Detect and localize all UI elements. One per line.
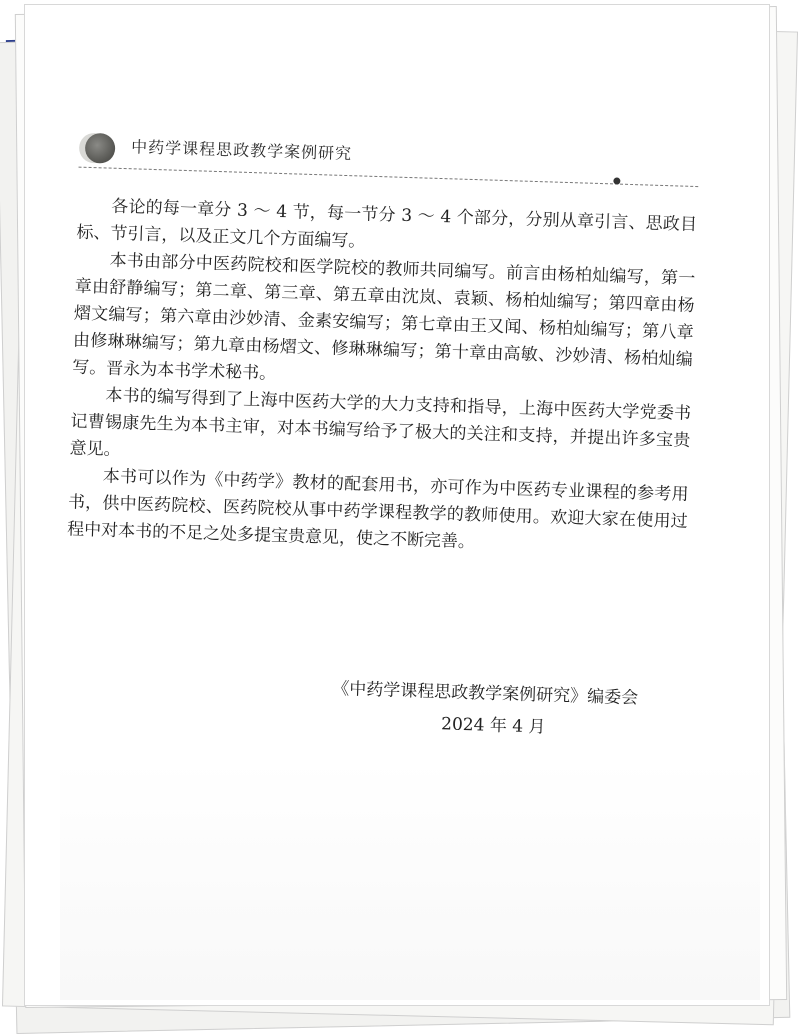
- header-disc-dark-icon: [85, 133, 116, 164]
- document-page: [41, 120, 740, 761]
- signature-date: 2024 年 4 月: [440, 714, 546, 738]
- paragraph: 本书的编写得到了上海中医药大学的大力支持和指导，上海中医药大学党委书记曹锡康先生为本书主审，对本书编写给予了极大的关注和支持，并提出许多宝贵意见。: [69, 385, 692, 461]
- paragraph: 各论的每一章分 3 ～ 4 节，每一节分 3 ～ 4 个部分，分别从章引言、思政目标、节引言，以及正文几个方面编写。: [76, 196, 698, 252]
- running-title: 中药学课程思政教学案例研究: [130, 137, 353, 164]
- header-divider: [79, 167, 699, 187]
- faded-lower-area: [60, 760, 760, 1000]
- paragraph: 本书由部分中医药院校和医学院校的教师共同编写。前言由杨柏灿编写，第一章由舒静编写；第二章、第三章、第五章由沈岚、袁颖、杨柏灿编写；第四章由杨熠文编写；第六章由沙妙清、金素安编写；第七章由王又闻、杨柏灿编写；第八章由修琳琳编写；第九章由杨熠文、修琳琳编写；第十章由高敏、沙妙清、杨柏灿编写。晋永为本书学术秘书。: [71, 250, 696, 384]
- paragraph: 本书可以作为《中药学》教材的配套用书，亦可作为中医药专业课程的参考用书，供中医药院校、医药院校从事中药学课程教学的教师使用。欢迎大家在使用过程中对本书的不足之处多提宝贵意见，使之不断完善。: [66, 466, 689, 553]
- editorial-committee-signature: 《中药学课程思政教学案例研究》编委会: [331, 678, 639, 709]
- body-text: [67, 193, 698, 563]
